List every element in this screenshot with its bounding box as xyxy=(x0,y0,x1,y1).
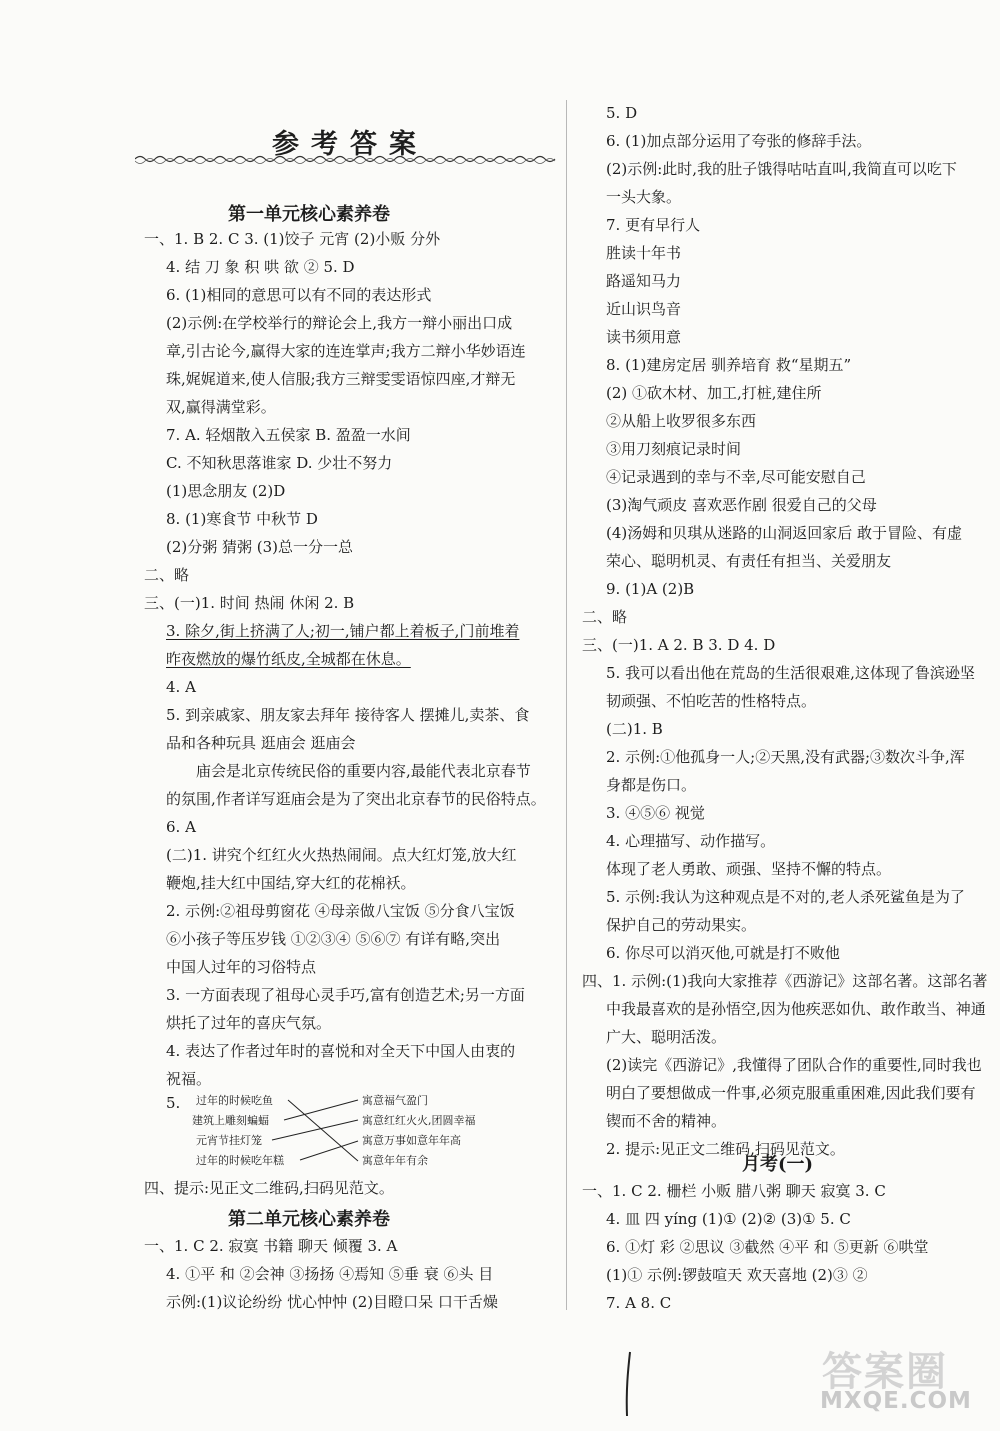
watermark-logo: 答案圈 xyxy=(822,1349,948,1395)
match-right-item: 寓意年年有余 xyxy=(362,1154,428,1167)
answer-line: (2) ①砍木材、加工,打桩,建住所 xyxy=(606,384,822,402)
answer-line: (3)淘气顽皮 喜欢恶作剧 很爱自己的父母 xyxy=(606,496,877,514)
answer-line: 4. ①平 和 ②会神 ③扬扬 ④焉知 ⑤垂 衰 ⑥头 目 xyxy=(166,1265,494,1283)
match-right-item: 寓意福气盈门 xyxy=(362,1094,428,1107)
match-right-item: 寓意红红火火,团圆幸福 xyxy=(362,1114,476,1127)
answer-line: (2)示例:在学校举行的辩论会上,我方一辩小丽出口成 xyxy=(166,314,513,332)
answer-line: 韧顽强、不怕吃苦的性格特点。 xyxy=(606,692,817,710)
answer-line: 近山识鸟音 xyxy=(606,300,682,318)
title-wavy-rule xyxy=(135,153,563,165)
answer-line: 路遥知马力 xyxy=(606,272,682,290)
answer-line: 示例:(1)议论纷纷 忧心忡忡 (2)目瞪口呆 口干舌燥 xyxy=(166,1293,498,1311)
answer-line: (二)1. 讲究个红红火火热热闹闹。点大红灯笼,放大红 xyxy=(166,846,517,864)
answer-line: 6. 你尽可以消灭他,可就是打不败他 xyxy=(606,944,840,962)
match-left-item: 过年的时候吃鱼 xyxy=(196,1094,273,1107)
answer-line: (2)读完《西游记》,我懂得了团队合作的重要性,同时我也 xyxy=(606,1056,982,1074)
answer-line: 庙会是北京传统民俗的重要内容,最能代表北京春节 xyxy=(196,762,531,780)
answer-line: 一头大象。 xyxy=(606,188,682,206)
answer-line: 2. 示例:①他孤身一人;②天黑,没有武器;③数次斗争,浑 xyxy=(606,748,965,766)
answer-line: (2)示例:此时,我的肚子饿得咕咕直叫,我简直可以吃下 xyxy=(606,160,957,178)
answer-line: 3. ④⑤⑥ 视觉 xyxy=(606,804,705,822)
page-title: 参考答案 xyxy=(272,129,428,160)
answer-line: 的氛围,作者详写逛庙会是为了突出北京春节的民俗特点。 xyxy=(166,790,546,808)
answer-line: 4. 结 刀 象 积 哄 欲 ② 5. D xyxy=(166,258,355,276)
answer-line: 体现了老人勇敢、顽强、坚持不懈的特点。 xyxy=(606,860,892,878)
answer-line: 6. (1)相同的意思可以有不同的表达形式 xyxy=(166,286,432,304)
answer-line: (2)分粥 猜粥 (3)总一分一总 xyxy=(166,538,354,556)
answer-line: 读书须用意 xyxy=(606,328,682,346)
answer-line: 四、1. 示例:(1)我向大家推荐《西游记》这部名著。这部名著 xyxy=(582,972,988,990)
answer-line: 明白了要想做成一件事,必须克服重重困难,因此我们要有 xyxy=(606,1084,976,1102)
answer-line: (二)1. B xyxy=(606,720,663,738)
answer-line: 一、1. C 2. 栅栏 小贩 腊八粥 聊天 寂寞 3. C xyxy=(582,1182,886,1200)
answer-line: 保护自己的劳动果实。 xyxy=(606,916,757,934)
answer-line: ③用刀刻痕记录时间 xyxy=(606,440,742,458)
unit2-heading: 第二单元核心素养卷 xyxy=(228,1209,390,1230)
answer-line: 5. 我可以看出他在荒岛的生活很艰难,这体现了鲁滨逊坚 xyxy=(606,664,975,682)
answer-line: 身都是伤口。 xyxy=(606,776,697,794)
answer-line: 二、略 xyxy=(144,566,190,584)
answer-line: 7. A 8. C xyxy=(606,1294,672,1312)
answer-line: 2. 提示:见正文二维码,扫码见范文。 xyxy=(606,1140,845,1158)
answer-line: C. 不知秋思落谁家 D. 少壮不努力 xyxy=(166,454,393,472)
answer-line: 中国人过年的习俗特点 xyxy=(166,958,317,976)
answer-line: 三、(一)1. 时间 热闹 休闲 2. B xyxy=(144,594,355,612)
pen-mark xyxy=(622,1350,634,1420)
answer-line: (1)① 示例:锣鼓喧天 欢天喜地 (2)③ ② xyxy=(606,1266,868,1284)
monthly-exam-heading: 月考(一) xyxy=(742,1154,814,1175)
answer-line: 4. 皿 四 yíng (1)① (2)② (3)① 5. C xyxy=(606,1210,851,1228)
answer-line: 5. D xyxy=(606,104,638,122)
answer-line: 4. 表达了作者过年时的喜悦和对全天下中国人由衷的 xyxy=(166,1042,516,1060)
answer-line: 6. (1)加点部分运用了夸张的修辞手法。 xyxy=(606,132,872,150)
answer-line: 双,赢得满堂彩。 xyxy=(166,398,276,416)
answer-line: 8. (1)建房定居 驯养培育 救“星期五” xyxy=(606,356,852,374)
answer-line: 2. 示例:②祖母剪窗花 ④母亲做八宝饭 ⑤分食八宝饭 xyxy=(166,902,515,920)
answer-line: 9. (1)A (2)B xyxy=(606,580,695,598)
match-left-item: 元宵节挂灯笼 xyxy=(196,1134,262,1147)
answer-line: 昨夜燃放的爆竹纸皮,全城都在休息。 xyxy=(166,650,411,668)
answer-line: 中我最喜欢的是孙悟空,因为他疾恶如仇、敢作敢当、神通 xyxy=(606,1000,986,1018)
answer-line: 3. 一方面表现了祖母心灵手巧,富有创造艺术;另一方面 xyxy=(166,986,525,1004)
answer-line: 一、1. B 2. C 3. (1)饺子 元宵 (2)小贩 分外 xyxy=(144,230,441,248)
answer-line: 章,引古论今,赢得大家的连连掌声;我方二辩小华妙语连 xyxy=(166,342,526,360)
answer-line: 8. (1)寒食节 中秋节 D xyxy=(166,510,318,528)
answer-line: 祝福。 xyxy=(166,1070,212,1088)
answer-line: 锲而不舍的精神。 xyxy=(606,1112,727,1130)
answer-line: 胜读十年书 xyxy=(606,244,682,262)
answer-line: 荣心、聪明机灵、有责任有担当、关爱朋友 xyxy=(606,552,892,570)
match-left-item: 建筑上雕刻蝙蝠 xyxy=(192,1114,269,1127)
answer-line: 3. 除夕,街上挤满了人;初一,铺户都上着板子,门前堆着 xyxy=(166,622,520,640)
answer-line: 品和各种玩具 逛庙会 逛庙会 xyxy=(166,734,356,752)
answer-line: 4. 心理描写、动作描写。 xyxy=(606,832,776,850)
answer-line: 鞭炮,挂大红中国结,穿大红的花棉袄。 xyxy=(166,874,416,892)
match-left-item: 过年的时候吃年糕 xyxy=(196,1154,284,1167)
watermark-site: MXQE.COM xyxy=(820,1388,972,1414)
answer-line: 6. A xyxy=(166,818,196,836)
answer-line: 烘托了过年的喜庆气氛。 xyxy=(166,1014,332,1032)
answer-line: (1)思念朋友 (2)D xyxy=(166,482,286,500)
answer-line: 7. 更有早行人 xyxy=(606,216,701,234)
column-divider xyxy=(566,100,567,1310)
match-right-item: 寓意万事如意年年高 xyxy=(362,1134,461,1147)
answer-line: 三、(一)1. A 2. B 3. D 4. D xyxy=(582,636,776,654)
answer-line: ②从船上收罗很多东西 xyxy=(606,412,757,430)
answer-line: (4)汤姆和贝琪从迷路的山洞返回家后 敢于冒险、有虚 xyxy=(606,524,963,542)
answer-line: 7. A. 轻烟散入五侯家 B. 盈盈一水间 xyxy=(166,426,411,444)
answer-line: 4. A xyxy=(166,678,196,696)
answer-line: 一、1. C 2. 寂寞 书籍 聊天 倾覆 3. A xyxy=(144,1237,398,1255)
unit1-heading: 第一单元核心素养卷 xyxy=(228,204,390,225)
answer-line: 5. 示例:我认为这种观点是不对的,老人杀死鲨鱼是为了 xyxy=(606,888,965,906)
match-number: 5. xyxy=(166,1094,181,1112)
answer-line: 四、提示:见正文二维码,扫码见范文。 xyxy=(144,1179,394,1197)
answer-line: 6. ①灯 彩 ②思议 ③截然 ④平 和 ⑤更新 ⑥哄堂 xyxy=(606,1238,929,1256)
answer-line: 珠,娓娓道来,使人信服;我方三辩雯雯语惊四座,才辩无 xyxy=(166,370,516,388)
answer-line: ④记录遇到的幸与不幸,尽可能安慰自己 xyxy=(606,468,866,486)
answer-line: ⑥小孩子等压岁钱 ①②③④ ⑤⑥⑦ 有详有略,突出 xyxy=(166,930,501,948)
answer-line: 5. 到亲戚家、朋友家去拜年 接待客人 摆摊儿,卖茶、食 xyxy=(166,706,530,724)
answer-line: 二、略 xyxy=(582,608,628,626)
answer-line: 广大、聪明活泼。 xyxy=(606,1028,727,1046)
